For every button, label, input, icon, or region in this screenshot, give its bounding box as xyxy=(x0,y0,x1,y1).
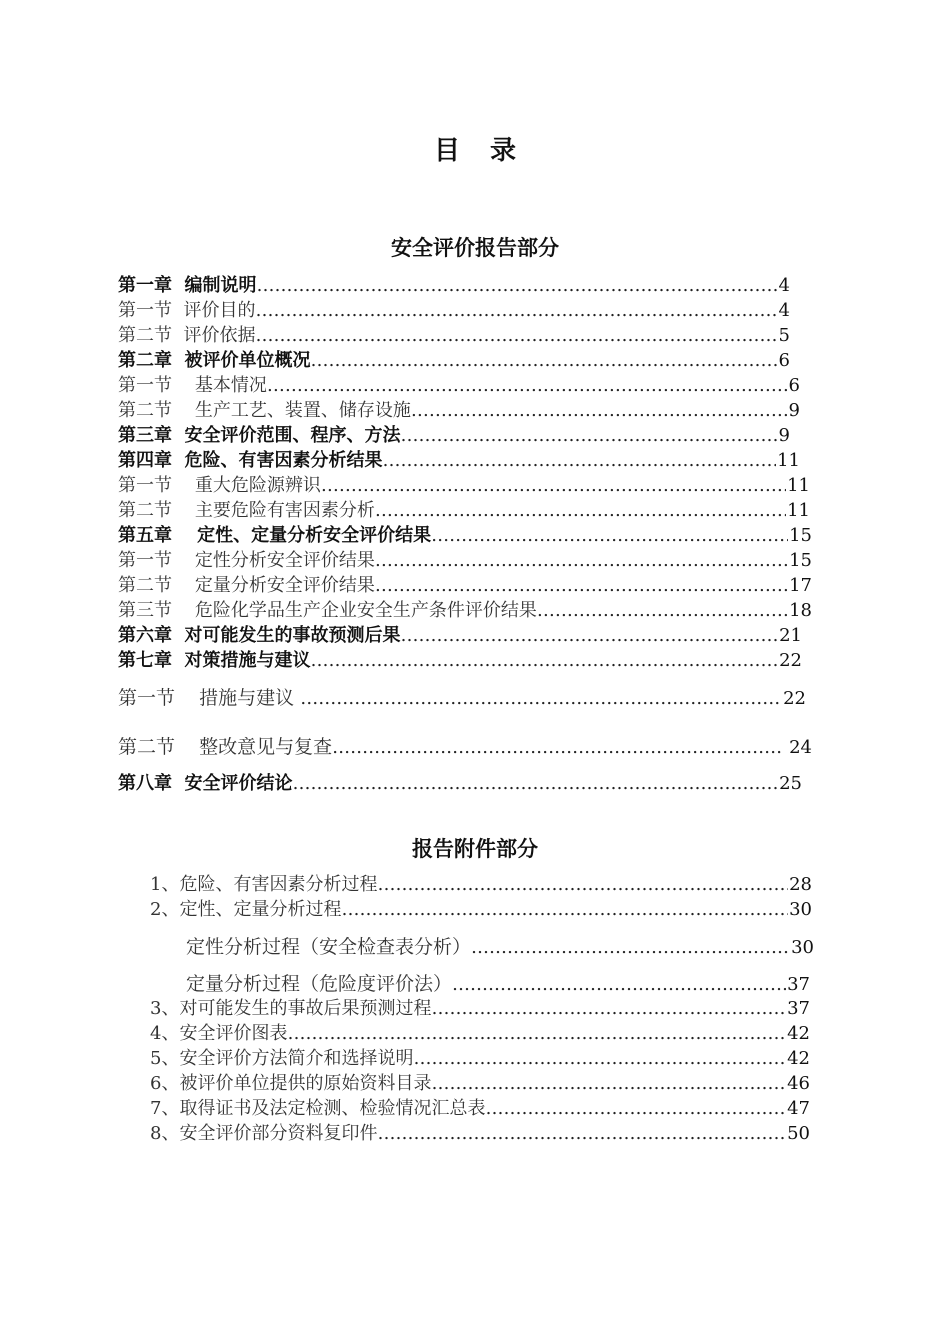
toc-entry-label: 第一节 措施与建议 xyxy=(118,687,301,709)
toc-entry-label: 4、安全评价图表 xyxy=(150,1023,288,1044)
appendix-entry-8[interactable] xyxy=(150,1122,810,1146)
toc-entry-page: 9 xyxy=(778,425,790,446)
toc-entry-chapter-3[interactable] xyxy=(118,424,790,448)
toc-entry-page: 46 xyxy=(787,1073,810,1094)
appendix-entry-2[interactable] xyxy=(150,898,812,922)
toc-entry-label: 第二节 定量分析安全评价结果 xyxy=(118,575,375,596)
toc-entry-page: 30 xyxy=(789,899,812,920)
toc-entry-chapter-2[interactable] xyxy=(118,349,790,373)
toc-entry-page: 17 xyxy=(789,575,812,596)
leader-dots xyxy=(411,399,788,423)
appendix-entry-2-1[interactable] xyxy=(186,935,814,959)
leader-dots xyxy=(311,349,778,373)
toc-entry-page: 15 xyxy=(789,550,812,571)
toc-entry-section-7-2[interactable] xyxy=(118,735,812,759)
report-section-heading: 安全评价报告部分 xyxy=(391,236,559,260)
appendix-entry-2-2[interactable] xyxy=(186,972,810,996)
toc-entry-page: 6 xyxy=(788,375,800,396)
toc-entry-section-2-1[interactable] xyxy=(118,374,800,398)
toc-entry-chapter-4[interactable] xyxy=(118,449,800,473)
appendix-entry-7[interactable] xyxy=(150,1097,810,1121)
toc-entry-chapter-5[interactable] xyxy=(118,524,812,548)
toc-entry-page: 4 xyxy=(778,275,790,296)
toc-entry-section-5-1[interactable] xyxy=(118,549,812,573)
toc-entry-label: 3、对可能发生的事故后果预测过程 xyxy=(150,998,432,1019)
toc-entry-page: 21 xyxy=(779,625,802,646)
toc-entry-page: 30 xyxy=(791,937,814,958)
leader-dots xyxy=(431,524,788,548)
leader-dots xyxy=(300,687,782,710)
toc-entry-label: 第一节 定性分析安全评价结果 xyxy=(118,550,375,571)
appendix-entry-4[interactable] xyxy=(150,1022,810,1046)
toc-title xyxy=(0,130,950,167)
toc-entry-section-1-2[interactable] xyxy=(118,324,790,348)
leader-dots xyxy=(375,549,788,573)
leader-dots xyxy=(377,873,788,897)
toc-entry-page: 11 xyxy=(777,450,800,471)
toc-title-left: 目 xyxy=(433,136,460,166)
leader-dots xyxy=(452,973,786,996)
toc-entry-page: 15 xyxy=(789,525,812,546)
toc-entry-label: 第八章 安全评价结论 xyxy=(118,773,293,794)
leader-dots xyxy=(401,424,778,448)
leader-dots xyxy=(255,324,777,348)
toc-entry-page: 42 xyxy=(787,1048,810,1069)
toc-entry-page: 9 xyxy=(788,400,800,421)
toc-entry-label: 7、取得证书及法定检测、检验情况汇总表 xyxy=(150,1098,486,1119)
toc-entry-label: 5、安全评价方法简介和选择说明 xyxy=(150,1048,414,1069)
toc-entry-page: 11 xyxy=(787,475,810,496)
toc-entry-page: 11 xyxy=(787,500,810,521)
leader-dots xyxy=(383,449,777,473)
appendix-entry-1[interactable] xyxy=(150,873,812,897)
toc-entry-label: 第二节 主要危险有害因素分析 xyxy=(118,500,375,521)
toc-entry-label: 第三章 安全评价范围、程序、方法 xyxy=(118,425,401,446)
toc-entry-page: 18 xyxy=(789,600,812,621)
toc-entry-page: 6 xyxy=(778,350,790,371)
toc-entry-page: 25 xyxy=(779,773,802,794)
toc-title-right: 录 xyxy=(490,136,517,166)
appendix-entry-6[interactable] xyxy=(150,1072,810,1096)
toc-entry-section-5-3[interactable] xyxy=(118,599,812,623)
leader-dots xyxy=(537,599,788,623)
leader-dots xyxy=(375,499,786,523)
appendix-entry-5[interactable] xyxy=(150,1047,810,1071)
toc-entry-section-7-1[interactable] xyxy=(118,686,806,710)
toc-entry-page: 47 xyxy=(787,1098,810,1119)
toc-entry-page: 5 xyxy=(778,325,790,346)
toc-entry-label: 第二章 被评价单位概况 xyxy=(118,350,311,371)
leader-dots xyxy=(471,936,790,959)
toc-entry-section-4-1[interactable] xyxy=(118,474,810,498)
leader-dots xyxy=(287,1022,786,1046)
toc-entry-label: 第三节 危险化学品生产企业安全生产条件评价结果 xyxy=(118,600,537,621)
toc-entry-label: 第一节 重大危险源辨识 xyxy=(118,475,321,496)
leader-dots xyxy=(431,997,786,1021)
leader-dots xyxy=(293,772,779,796)
leader-dots xyxy=(431,1072,786,1096)
toc-entry-chapter-8[interactable] xyxy=(118,772,802,796)
leader-dots xyxy=(257,274,778,298)
toc-entry-page: 22 xyxy=(779,650,802,671)
toc-entry-page: 22 xyxy=(783,688,806,709)
toc-entry-label: 2、定性、定量分析过程 xyxy=(150,899,342,920)
toc-entry-chapter-1[interactable] xyxy=(118,274,790,298)
toc-entry-label: 定性分析过程（安全检查表分析） xyxy=(186,936,472,958)
toc-entry-label: 第七章 对策措施与建议 xyxy=(118,650,311,671)
leader-dots xyxy=(341,898,788,922)
leader-dots xyxy=(413,1047,786,1071)
leader-dots xyxy=(375,574,788,598)
leader-dots xyxy=(401,624,779,648)
appendix-section-heading: 报告附件部分 xyxy=(412,837,538,861)
leader-dots xyxy=(377,1122,786,1146)
toc-entry-page: 42 xyxy=(787,1023,810,1044)
toc-entry-chapter-7[interactable] xyxy=(118,649,802,673)
toc-entry-page: 24 xyxy=(783,737,812,758)
toc-entry-label: 6、被评价单位提供的原始资料目录 xyxy=(150,1073,432,1094)
toc-entry-label: 第四章 危险、有害因素分析结果 xyxy=(118,450,383,471)
leader-dots xyxy=(255,299,777,323)
toc-entry-section-1-1[interactable] xyxy=(118,299,790,323)
toc-entry-section-4-2[interactable] xyxy=(118,499,810,523)
leader-dots xyxy=(267,374,788,398)
toc-entry-label: 第六章 对可能发生的事故预测后果 xyxy=(118,625,401,646)
leader-dots xyxy=(485,1097,786,1121)
toc-entry-label: 第二节 生产工艺、装置、储存设施 xyxy=(118,400,411,421)
toc-entry-chapter-6[interactable] xyxy=(118,624,802,648)
leader-dots xyxy=(311,649,779,673)
leader-dots xyxy=(321,474,786,498)
toc-entry-label: 第一节 基本情况 xyxy=(118,375,267,396)
toc-entry-section-2-2[interactable] xyxy=(118,399,800,423)
toc-entry-page: 4 xyxy=(778,300,790,321)
toc-entry-label: 第二节 评价依据 xyxy=(118,325,256,346)
toc-entry-label: 第一节 评价目的 xyxy=(118,300,256,321)
leader-dots xyxy=(332,736,782,759)
toc-entry-page: 50 xyxy=(787,1123,810,1144)
toc-entry-page: 28 xyxy=(789,874,812,895)
toc-entry-label: 定量分析过程（危险度评价法） xyxy=(186,973,453,995)
toc-entry-label: 1、危险、有害因素分析过程 xyxy=(150,874,378,895)
toc-entry-page: 37 xyxy=(787,998,810,1019)
appendix-entry-3[interactable] xyxy=(150,997,810,1021)
toc-entry-page: 37 xyxy=(787,974,810,995)
toc-entry-label: 第一章 编制说明 xyxy=(118,275,257,296)
toc-entry-section-5-2[interactable] xyxy=(118,574,812,598)
toc-entry-label: 8、安全评价部分资料复印件 xyxy=(150,1123,378,1144)
toc-entry-label: 第二节 整改意见与复查 xyxy=(118,736,333,758)
toc-entry-label: 第五章 定性、定量分析安全评价结果 xyxy=(118,525,432,546)
